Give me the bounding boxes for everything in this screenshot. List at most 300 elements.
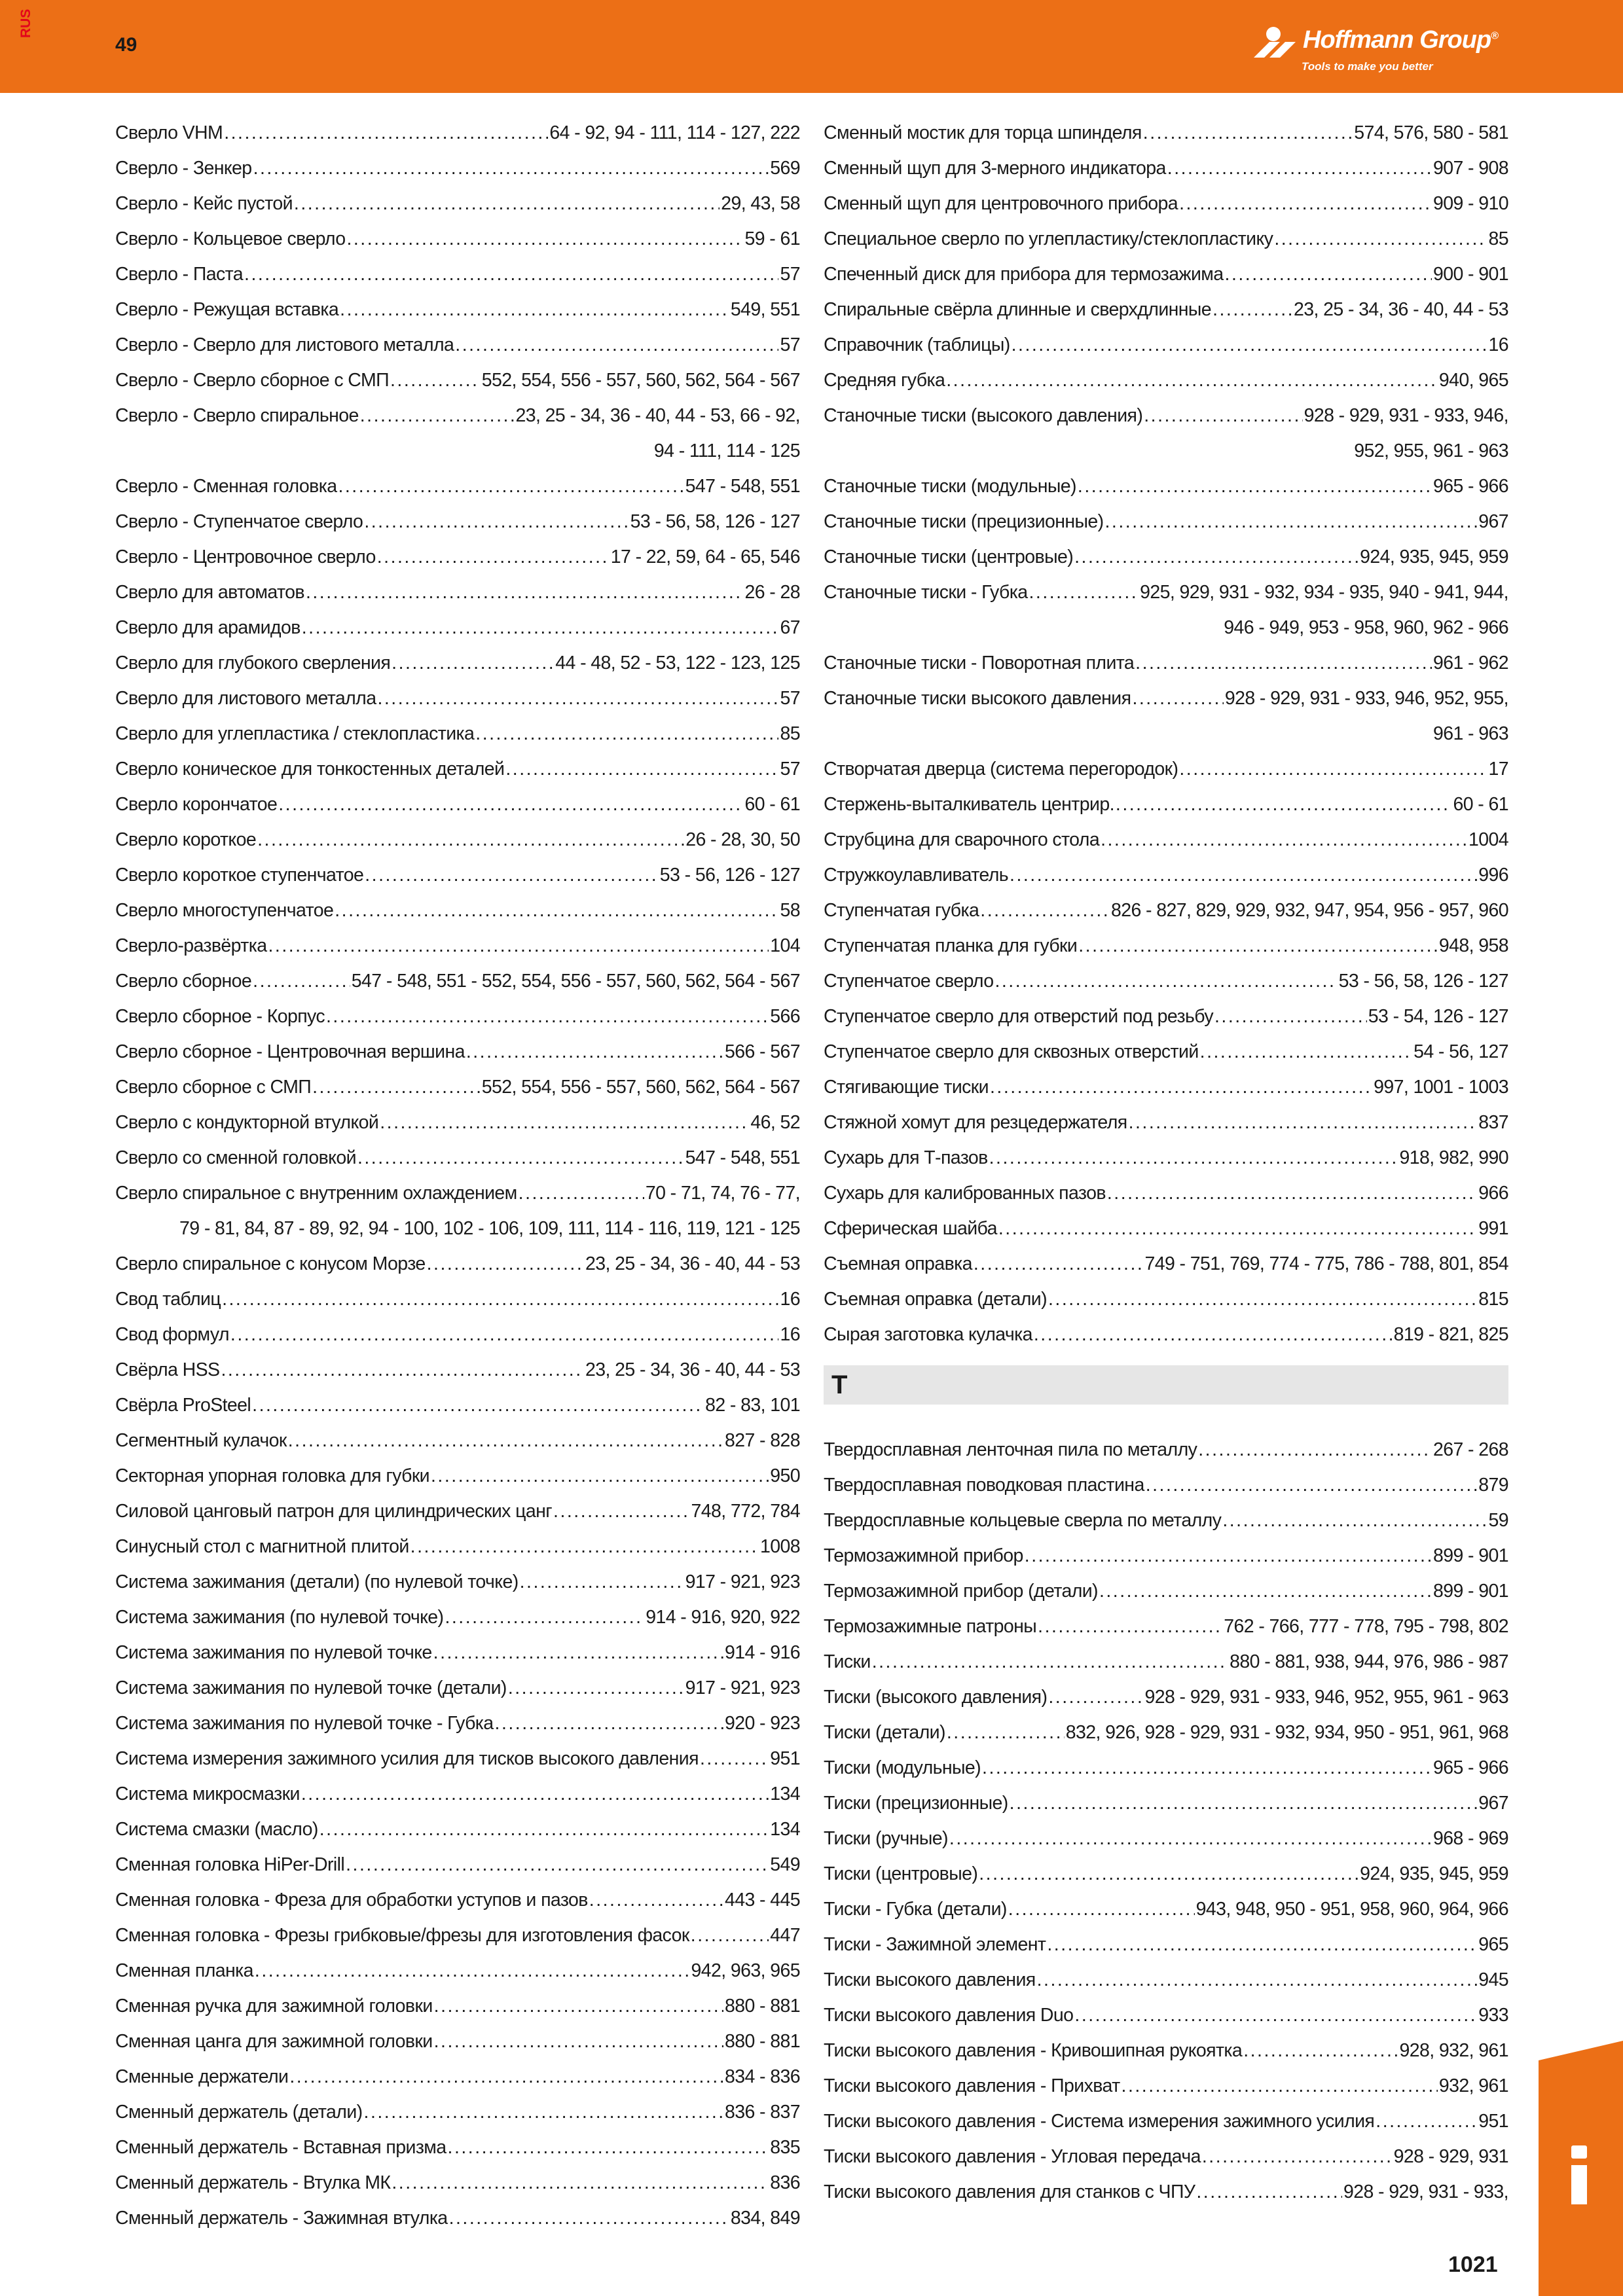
entry-label: Сменная головка - Фрезы грибковые/фрезы для изготовления фасок [115,1925,689,1946]
index-entry [824,2104,1508,2139]
entry-pages: 17 - 22, 59, 64 - 65, 546 [610,547,800,567]
leader-dots [980,893,1110,928]
entry-pages: 928, 932, 961 [1399,2040,1508,2061]
entry-pages: 880 - 881, 938, 944, 976, 986 - 987 [1230,1651,1508,1672]
entry-label: Тиски [824,1651,871,1672]
entry-label: Свод формул [115,1324,229,1345]
index-entry [115,645,800,681]
index-entry [824,539,1508,575]
entry-label: Стержень-выталкиватель центрир. [824,794,1114,815]
index-entry [824,398,1508,469]
index-group-s [824,115,1508,1352]
leader-dots [1010,857,1477,893]
index-entry [115,1741,800,1776]
entry-label: Сверло для листового металла [115,688,376,709]
entry-pages: 967 [1478,511,1508,532]
index-entry [824,504,1508,539]
index-entry [824,2033,1508,2068]
leader-dots [1116,787,1452,822]
leader-dots [495,1706,723,1741]
leader-dots [252,1388,704,1423]
index-entry [115,681,800,716]
entry-label: Съемная оправка (детали) [824,1289,1048,1310]
entry-label: Тиски - Зажимной элемент [824,1934,1046,1955]
leader-dots [433,1635,723,1670]
leader-dots [998,1211,1477,1246]
index-entry [824,1927,1508,1962]
info-icon [1563,2145,1595,2204]
leader-dots [1222,1503,1487,1538]
entry-label: Тиски (высокого давления) [824,1687,1048,1708]
entry-label: Сменный держатель - Вставная призма [115,2137,447,2158]
index-entry [115,2024,800,2059]
index-entry [115,1352,800,1388]
entry-label: Сверло для автоматов [115,582,304,603]
leader-dots [268,928,769,963]
entry-label: Станочные тиски высокого давления [824,688,1131,709]
entry-pages: 920 - 923 [724,1713,800,1734]
leader-dots [1034,1317,1393,1352]
index-entry [115,857,800,893]
entry-label: Стягивающие тиски [824,1077,989,1098]
entry-label: Сверло для углепластика / стеклопластика [115,723,475,744]
index-entry [824,963,1508,999]
index-entry [824,822,1508,857]
leader-dots [377,539,610,575]
entry-pages: 549, 551 [730,299,800,320]
entry-label: Твердосплавная ленточная пила по металлу [824,1439,1197,1460]
entry-pages: 64 - 92, 94 - 111, 114 - 127, 222 [549,122,800,143]
entry-label: Тиски (прецизионные) [824,1793,1008,1814]
leader-dots [335,893,778,928]
index-entry [824,1467,1508,1503]
entry-label: Сверло сборное - Корпус [115,1006,325,1027]
leader-dots [357,1140,684,1175]
entry-pages: 566 - 567 [724,1041,800,1062]
entry-pages: 16 [1488,334,1508,355]
entry-label: Сверло - Сверло сборное с СМП [115,370,389,391]
entry-label: Термозажимной прибор [824,1545,1023,1566]
leader-dots [255,1953,690,1988]
entry-label: Станочные тиски - Губка [824,582,1028,603]
leader-dots [1025,1538,1432,1573]
leader-dots [1179,186,1432,221]
index-entry [115,363,800,398]
language-code: RUS [18,9,33,38]
entry-label: Сверло - Зенкер [115,158,252,179]
leader-dots [1200,1034,1412,1069]
index-entry [115,1776,800,1812]
index-entry [824,1105,1508,1140]
leader-dots [1101,822,1467,857]
leader-dots [466,1034,723,1069]
entry-pages: 26 - 28, 30, 50 [685,829,800,850]
entry-pages: 836 [770,2172,800,2193]
index-entry [115,1246,800,1282]
index-entry [115,1635,800,1670]
leader-dots [974,1246,1144,1282]
entry-label: Сверло - Кольцевое сверло [115,228,346,249]
entry-pages: 899 - 901 [1432,1581,1508,1602]
entry-label: Сменный держатель - Зажимная втулка [115,2208,448,2229]
entry-label: Ступенчатое сверло для отверстий под резьбу [824,1006,1213,1027]
entry-label: Сверло со сменной головкой [115,1147,356,1168]
section-letter: Т [831,1371,848,1399]
leader-dots [346,221,743,257]
leader-dots [434,1988,723,2024]
index-entry [824,2174,1508,2210]
index-entry [115,2130,800,2165]
leader-dots [1078,928,1438,963]
index-entry [824,1246,1508,1282]
entry-pages: 569 [770,158,800,179]
entry-label: Свёрла ProSteel [115,1395,251,1416]
index-entry [115,469,800,504]
index-entry [115,893,800,928]
entry-label: Сверло короткое ступенчатое [115,865,364,886]
index-entry [115,610,800,645]
index-column-left [115,115,800,2236]
entry-pages: 900 - 901 [1432,264,1508,285]
entry-label: Сверло сборное - Центровочная вершина [115,1041,465,1062]
index-entry [824,1282,1508,1317]
entry-pages: 961 - 962 [1432,653,1508,673]
entry-pages: 70 - 71, 74, 76 - 77, [645,1183,800,1204]
entry-label: Сменная цанга для зажимной головки [115,2031,433,2052]
entry-label: Ступенчатое сверло для сквозных отверстий [824,1041,1199,1062]
leader-dots [1146,1467,1478,1503]
entry-pages: 918, 982, 990 [1399,1147,1508,1168]
entry-pages: 23, 25 - 34, 36 - 40, 44 - 53 [585,1359,800,1380]
index-entry [115,1918,800,1953]
index-entry [115,822,800,857]
entry-pages: 53 - 54, 126 - 127 [1368,1006,1508,1027]
entry-pages: 968 - 969 [1432,1828,1508,1849]
index-entry [824,1715,1508,1750]
entry-label: Термозажимные патроны [824,1616,1037,1637]
index-entry [115,1529,800,1564]
index-entry [115,2094,800,2130]
entry-label: Сверло VHM [115,122,223,143]
index-entry [115,1882,800,1918]
entry-pages: 924, 935, 945, 959 [1360,547,1508,567]
leader-dots [427,1246,584,1282]
entry-label: Сухарь для калиброванных пазов [824,1183,1106,1204]
entry-pages: 549 [770,1854,800,1875]
index-entry [824,1785,1508,1821]
entry-pages: 997, 1001 - 1003 [1374,1077,1508,1098]
entry-label: Тиски высокого давления [824,1969,1036,1990]
index-entry [824,681,1508,751]
index-entry [824,151,1508,186]
entry-pages: 924, 935, 945, 959 [1360,1863,1508,1884]
entry-pages: 914 - 916, 920, 922 [646,1607,800,1628]
entry-label: Тиски (детали) [824,1722,945,1743]
leader-dots [253,963,350,999]
leader-dots [947,1715,1065,1750]
leader-dots [1132,681,1223,716]
leader-dots [319,1812,769,1847]
leader-dots [1099,1573,1432,1609]
entry-pages: 57 [780,264,800,285]
entry-label: Сверло с кондукторной втулкой [115,1112,379,1133]
entry-label: Система зажимания по нулевой точке (детали) [115,1677,507,1698]
entry-pages: 967 [1478,1793,1508,1814]
leader-dots [1048,1282,1477,1317]
entry-label: Ступенчатое сверло [824,971,994,992]
entry-label: Тиски высокого давления - Кривошипная рукоятка [824,2040,1243,2061]
leader-dots [1376,2104,1477,2139]
leader-dots [306,575,744,610]
leader-dots [949,1821,1432,1856]
index-entry [115,1069,800,1105]
index-entry [824,1175,1508,1211]
index-entry [115,1105,800,1140]
entry-pages-continued: 946 - 949, 953 - 958, 960, 962 - 966 [1224,617,1508,638]
entry-pages: 85 [1488,228,1508,249]
entry-pages: 447 [770,1925,800,1946]
entry-pages: 443 - 445 [724,1890,800,1910]
index-entry [115,1494,800,1529]
index-entry [115,1953,800,1988]
entry-pages: 57 [780,759,800,780]
index-entry [115,1317,800,1352]
entry-pages: 965 - 966 [1432,476,1508,497]
entry-label: Сырая заготовка кулачка [824,1324,1032,1345]
entry-pages: 917 - 921, 923 [685,1677,800,1698]
entry-label: Створчатая дверца (система перегородок) [824,759,1178,780]
entry-pages: 933 [1478,2005,1508,2026]
entry-label: Сверло - Сверло спиральное [115,405,359,426]
entry-label: Сверло - Паста [115,264,244,285]
entry-pages: 880 - 881 [724,2031,800,2052]
entry-pages: 748, 772, 784 [691,1501,800,1522]
index-entry [824,186,1508,221]
leader-dots [326,999,769,1034]
index-entry [115,963,800,999]
index-entry [824,1998,1508,2033]
entry-pages: 819 - 821, 825 [1393,1324,1508,1345]
leader-dots [278,787,743,822]
index-entry [824,1503,1508,1538]
index-entry [115,1282,800,1317]
leader-dots [365,857,659,893]
leader-dots [253,151,769,186]
entry-pages: 85 [780,723,800,744]
entry-label: Сменный щуп для центровочного прибора [824,193,1178,214]
index-entry [824,1317,1508,1352]
entry-pages: 827 - 828 [724,1430,800,1451]
leader-dots [1274,221,1487,257]
leader-dots [1167,151,1432,186]
entry-pages: 267 - 268 [1432,1439,1508,1460]
entry-label: Система зажимания по нулевой точке - Губка [115,1713,494,1734]
index-entry [824,1069,1508,1105]
entry-pages: 928 - 929, 931 [1393,2146,1508,2167]
entry-label: Сверло - Центровочное сверло [115,547,376,567]
entry-pages-continued: 79 - 81, 84, 87 - 89, 92, 94 - 100, 102 - 106, 109, 111, 114 - 116, 119, 121 - 125 [179,1218,800,1239]
entry-pages: 815 [1478,1289,1508,1310]
entry-label: Справочник (таблицы) [824,334,1010,355]
entry-pages: 996 [1478,865,1508,886]
entry-pages: 46, 52 [750,1112,800,1133]
index-entry [115,327,800,363]
leader-dots [1038,1609,1222,1644]
leader-dots [990,1069,1372,1105]
entry-label: Сверло для глубокого сверления [115,653,391,673]
leader-dots [257,822,684,857]
entry-label: Термозажимной прибор (детали) [824,1581,1098,1602]
leader-dots [431,1458,769,1494]
leader-dots [224,115,548,151]
entry-label: Твердосплавные кольцевые сверла по металлу [824,1510,1222,1531]
leader-dots [872,1644,1228,1679]
entry-label: Станочные тиски (центровые) [824,547,1074,567]
entry-label: Синусный стол с магнитной плитой [115,1536,409,1557]
leader-dots [1143,115,1353,151]
entry-pages-continued: 961 - 963 [1432,723,1508,744]
entry-pages: 832, 926, 928 - 929, 931 - 932, 934, 950 - 951, 961, 968 [1065,1722,1508,1743]
entry-label: Сухарь для Т-пазов [824,1147,988,1168]
entry-pages: 942, 963, 965 [691,1960,800,1981]
entry-label: Свод таблиц [115,1289,221,1310]
entry-pages: 57 [780,334,800,355]
entry-pages: 932, 961 [1438,2075,1508,2096]
entry-label: Тиски высокого давления Duo [824,2005,1074,2026]
entry-pages-continued: 94 - 111, 114 - 125 [653,440,800,461]
leader-dots [1135,645,1432,681]
entry-pages: 134 [770,1784,800,1804]
entry-label: Сверло - Ступенчатое сверло [115,511,363,532]
index-entry [115,1388,800,1423]
leader-dots [340,292,729,327]
entry-label: Сегментный кулачок [115,1430,287,1451]
entry-pages: 547 - 548, 551 [685,476,800,497]
index-entry [115,257,800,292]
index-entry [115,1140,800,1175]
entry-label: Сверло - Режущая вставка [115,299,339,320]
entry-label: Система зажимания по нулевой точке [115,1642,432,1663]
leader-dots [1078,469,1432,504]
entry-label: Тиски высокого давления - Прихват [824,2075,1120,2096]
entry-label: Сверло сборное с СМП [115,1077,312,1098]
entry-label: Ступенчатая губка [824,900,979,921]
leader-dots [1029,575,1139,610]
leader-dots [410,1529,759,1564]
entry-pages: 16 [780,1289,800,1310]
leader-dots [1105,504,1478,539]
index-entry [824,1211,1508,1246]
entry-pages: 104 [770,935,800,956]
leader-dots [390,363,481,398]
leader-dots [1179,751,1487,787]
index-entry [824,1538,1508,1573]
entry-pages: 26 - 28 [744,582,800,603]
entry-label: Сменная ручка для зажимной головки [115,1996,433,2017]
entry-pages: 834 - 836 [724,2066,800,2087]
entry-pages: 965 [1478,1934,1508,1955]
index-entry [115,186,800,221]
leader-dots [589,1882,723,1918]
entry-pages: 1008 [759,1536,800,1557]
leader-dots [392,645,554,681]
entry-label: Средняя губка [824,370,945,391]
entry-label: Сверло-развёртка [115,935,267,956]
index-entry [115,1847,800,1882]
index-entry [824,1750,1508,1785]
entry-pages: 837 [1478,1112,1508,1133]
entry-label: Сверло для арамидов [115,617,301,638]
entry-pages: 950 [770,1465,800,1486]
entry-label: Сверло - Сменная головка [115,476,337,497]
entry-label: Секторная упорная головка для губки [115,1465,430,1486]
entry-pages: 23, 25 - 34, 36 - 40, 44 - 53, 66 - 92, [515,405,800,426]
entry-label: Тиски (центровые) [824,1863,978,1884]
index-entry [824,1892,1508,1927]
entry-pages: 914 - 916 [724,1642,800,1663]
entry-pages: 907 - 908 [1432,158,1508,179]
leader-dots [1214,999,1367,1034]
index-entry [115,1812,800,1847]
entry-pages: 17 [1488,759,1508,780]
entry-label: Система зажимания (детали) (по нулевой точке) [115,1571,519,1592]
leader-dots [1037,1962,1478,1998]
entry-pages: 948, 958 [1438,935,1508,956]
index-entry [115,1458,800,1494]
index-entry [115,2200,800,2236]
entry-pages: 762 - 766, 777 - 778, 795 - 798, 802 [1224,1616,1508,1637]
entry-pages: 29, 43, 58 [721,193,800,214]
index-entry [824,1962,1508,1998]
index-entry [824,1034,1508,1069]
index-entry [115,1034,800,1069]
leader-dots [1213,292,1292,327]
entry-pages: 44 - 48, 52 - 53, 122 - 123, 125 [555,653,800,673]
entry-pages: 552, 554, 556 - 557, 560, 562, 564 - 567 [481,370,800,391]
leader-dots [302,610,779,645]
leader-dots [979,1856,1359,1892]
leader-dots [520,1564,684,1600]
index-entry [115,1423,800,1458]
entry-label: Сверло корончатое [115,794,278,815]
index-entry [115,1600,800,1635]
index-entry [824,2068,1508,2104]
page-number-top: 49 [115,34,137,56]
entry-pages: 928 - 929, 931 - 933, [1343,2181,1508,2202]
entry-label: Стружкоулавливатель [824,865,1009,886]
entry-label: Станочные тиски - Поворотная плита [824,653,1135,673]
entry-pages: 909 - 910 [1432,193,1508,214]
index-entry [824,645,1508,681]
entry-label: Свёрла HSS [115,1359,220,1380]
leader-dots [244,257,778,292]
index-entry [824,1432,1508,1467]
entry-label: Сменные держатели [115,2066,289,2087]
leader-dots [221,1352,584,1388]
index-entry [824,1856,1508,1892]
leader-dots [1122,2068,1438,2104]
entry-label: Струбцина для сварочного стола [824,829,1100,850]
entry-pages: 836 - 837 [724,2102,800,2123]
entry-label: Тиски высокого давления для станков с ЧПУ [824,2181,1195,2202]
index-entry [115,221,800,257]
entry-label: Сверло коническое для тонкостенных деталей [115,759,505,780]
entry-pages: 23, 25 - 34, 36 - 40, 44 - 53 [585,1253,800,1274]
entry-label: Стяжной хомут для резцедержателя [824,1112,1127,1133]
index-entry [824,787,1508,822]
entry-label: Тиски - Губка (детали) [824,1899,1007,1920]
index-entry [115,115,800,151]
